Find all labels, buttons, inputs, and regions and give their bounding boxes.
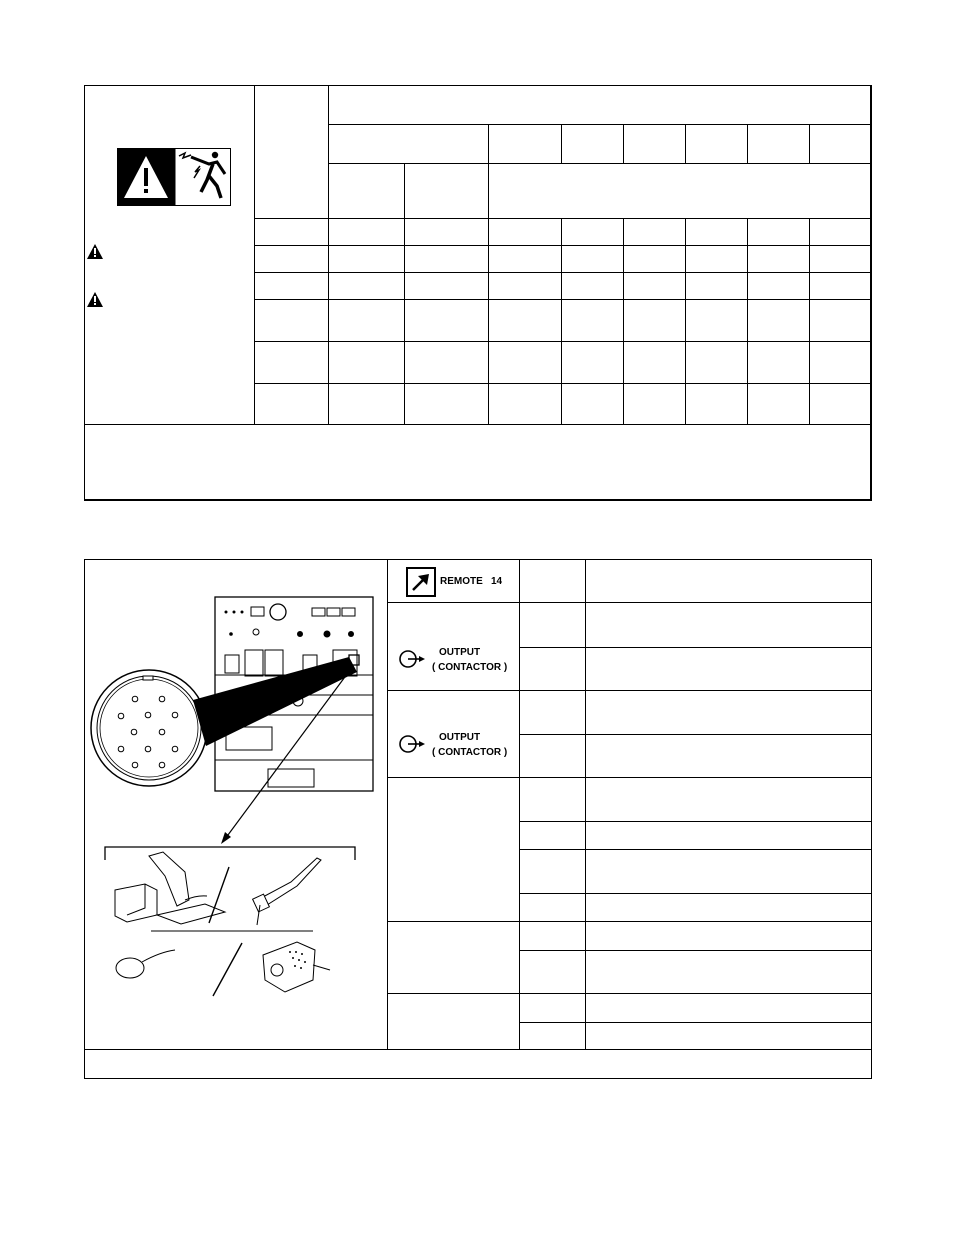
header-cell — [329, 164, 405, 219]
illustration-cell — [85, 560, 388, 1050]
symbol-cell — [388, 994, 520, 1050]
header-cell — [489, 125, 562, 164]
table-notes-cell — [85, 1050, 872, 1079]
header-cell — [405, 164, 489, 219]
contactor-label: ( CONTACTOR ) — [432, 662, 508, 673]
header-cell — [686, 125, 748, 164]
header-cell — [255, 86, 329, 219]
header-cell — [329, 86, 872, 125]
symbol-cell — [388, 922, 520, 994]
output-label: OUTPUT — [439, 732, 481, 743]
remote-label: REMOTE — [440, 576, 483, 587]
output-contactor-icon — [397, 733, 427, 755]
header-cell — [810, 125, 872, 164]
warning-triangle-icon — [87, 292, 103, 307]
output-contactor-icon — [397, 648, 427, 670]
header-cell — [748, 125, 810, 164]
header-cell — [624, 125, 686, 164]
header-cell — [489, 164, 872, 219]
symbol-cell — [388, 603, 520, 691]
warning-triangle-icon — [87, 244, 103, 259]
header-cell — [329, 125, 489, 164]
remote-receptacle-table — [84, 559, 872, 1079]
warning-cell — [85, 86, 255, 425]
contactor-label: ( CONTACTOR ) — [432, 747, 508, 758]
welding-cable-table — [84, 85, 872, 501]
remote-number: 14 — [491, 576, 503, 587]
electric-shock-warning-icon — [117, 148, 231, 206]
output-label: OUTPUT — [439, 647, 481, 658]
symbol-cell — [388, 691, 520, 778]
table-notes-cell — [85, 425, 872, 501]
symbol-cell — [388, 560, 520, 603]
symbol-cell — [388, 778, 520, 922]
remote-arrow-icon — [406, 567, 436, 597]
header-cell — [562, 125, 624, 164]
receptacle-illustration — [85, 560, 386, 1047]
